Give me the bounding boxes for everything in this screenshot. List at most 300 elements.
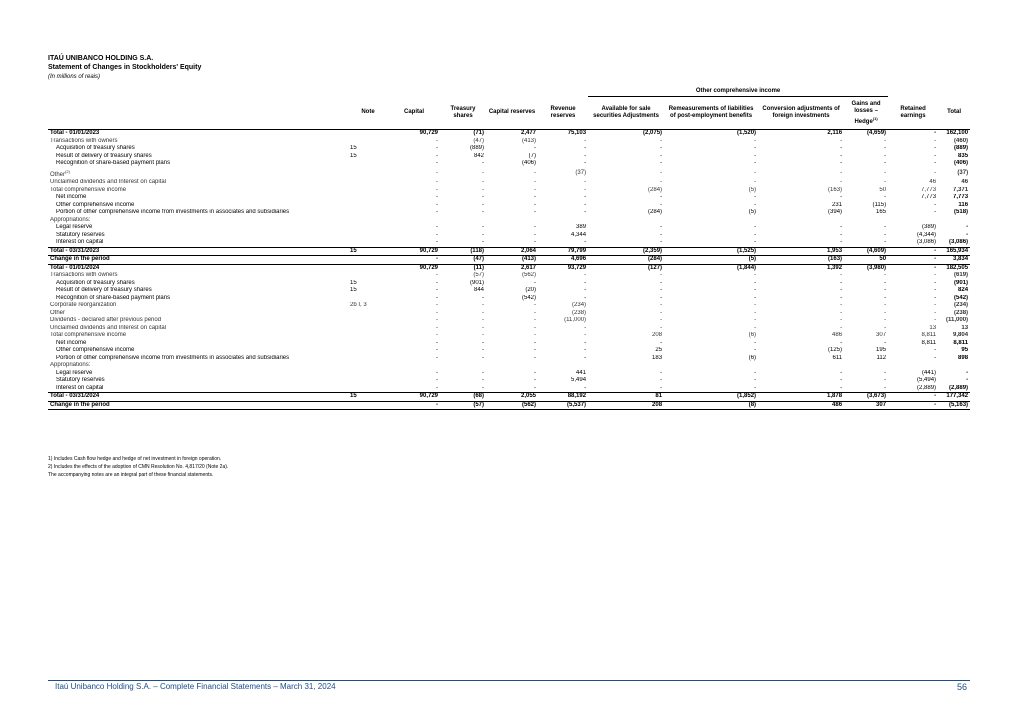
table-row — [48, 160, 970, 168]
cell-value — [888, 362, 938, 370]
cell-value: (115) — [872, 201, 887, 208]
cell-value: - — [436, 160, 438, 166]
cell-value: - — [534, 239, 536, 245]
cell-value: (1,852) — [664, 393, 758, 402]
table-row — [48, 168, 970, 180]
cell-value: (234) — [954, 302, 969, 308]
row-note — [348, 355, 388, 363]
cell-value: - — [934, 279, 937, 286]
cell-value: - — [534, 279, 536, 286]
cell-value: - — [436, 384, 438, 391]
row-description: Total comprehensive income — [50, 332, 127, 338]
column-header: Gains and losses – Hedge$^{(1)}$ — [844, 97, 888, 130]
table-row — [48, 393, 970, 402]
table-row — [48, 256, 970, 265]
table-row — [48, 145, 970, 153]
cell-value: - — [660, 224, 663, 230]
row-note: 2b I, 3 — [350, 302, 367, 308]
row-note — [348, 217, 388, 225]
cell-value: - — [584, 152, 587, 159]
cell-value: (389) — [922, 224, 937, 230]
cell-value — [938, 362, 970, 370]
column-header: Note — [348, 97, 388, 130]
cell-value: - — [534, 201, 536, 208]
cell-value: - — [388, 401, 440, 410]
cell-value: - — [934, 145, 937, 151]
cell-value: (413) — [486, 256, 538, 265]
cell-value: - — [884, 137, 887, 144]
cell-value: 75,103 — [567, 130, 587, 136]
cell-value: - — [584, 384, 587, 391]
cell-value: - — [584, 332, 587, 338]
row-description: Change in the period — [48, 256, 348, 265]
cell-value: - — [584, 179, 587, 185]
cell-value: - — [840, 160, 843, 166]
cell-value: - — [884, 317, 887, 323]
cell-value: - — [436, 339, 438, 346]
cell-value: (238) — [954, 309, 969, 316]
cell-value: - — [754, 324, 757, 331]
cell-value: 93,729 — [567, 264, 587, 271]
table-row — [48, 362, 970, 370]
cell-value: (901) — [954, 279, 969, 286]
cell-value: (406) — [954, 160, 969, 166]
cell-value: (542) — [521, 294, 536, 301]
cell-value: - — [534, 186, 536, 193]
cell-value: 1,953 — [758, 247, 844, 256]
cell-value: - — [660, 160, 663, 166]
cell-value: (6) — [748, 354, 757, 361]
cell-value: - — [436, 279, 438, 286]
table-row — [48, 401, 970, 410]
cell-value: (1,520) — [737, 130, 757, 136]
row-note — [348, 179, 388, 187]
column-header: Retained earnings — [888, 97, 938, 130]
cell-value: 441 — [576, 369, 587, 376]
cell-value: - — [884, 145, 887, 151]
row-description: Recognition of share-based payment plans — [56, 294, 171, 301]
row-note — [348, 168, 388, 180]
cell-value: - — [840, 287, 843, 293]
row-note — [348, 317, 388, 325]
cell-value: - — [482, 224, 484, 230]
row-note — [348, 202, 388, 210]
cell-value: (8) — [664, 401, 758, 410]
cell-value: - — [884, 152, 887, 159]
cell-value: 7,773 — [921, 186, 937, 193]
row-description: Portion of other comprehensive income from investments in associates and subsidiaries — [56, 209, 290, 215]
cell-value: - — [436, 302, 438, 308]
column-header: Revenue reserves — [538, 97, 588, 130]
row-description: Legal reserve — [56, 224, 93, 230]
cell-value: - — [660, 369, 663, 376]
table-row — [48, 224, 970, 232]
cell-value: - — [482, 302, 484, 308]
cell-value: - — [660, 231, 663, 238]
row-description: Total - 03/31/2024 — [48, 393, 348, 402]
cell-value: - — [482, 324, 484, 331]
cell-value: 842 — [473, 152, 484, 159]
cell-value: - — [660, 279, 663, 286]
cell-value: - — [584, 294, 587, 301]
cell-value: - — [754, 294, 757, 301]
cell-value: - — [482, 384, 484, 391]
cell-value: 90,729 — [419, 264, 438, 271]
cell-value: (37) — [575, 169, 587, 176]
cell-value: - — [660, 302, 663, 308]
table-row — [48, 130, 970, 138]
row-note — [348, 232, 388, 240]
cell-value: - — [840, 309, 843, 316]
cell-value: 46 — [929, 179, 937, 185]
row-note: 15 — [350, 279, 357, 286]
cell-value: - — [660, 239, 663, 245]
cell-value: - — [436, 272, 438, 278]
cell-value: - — [884, 169, 887, 176]
cell-value: - — [436, 231, 438, 238]
cell-value: 2,055 — [486, 393, 538, 402]
cell-value: (2,889) — [917, 384, 937, 391]
cell-value: - — [754, 152, 757, 159]
cell-value: (562) — [521, 272, 536, 278]
cell-value: - — [888, 256, 938, 265]
cell-value: - — [754, 317, 757, 323]
cell-value: - — [754, 302, 757, 308]
company-name: ITAÚ UNIBANCO HOLDING S.A. — [48, 55, 154, 62]
cell-value: 389 — [576, 224, 587, 230]
cell-value — [538, 362, 588, 370]
footer-rule — [48, 680, 970, 681]
cell-value: 116 — [958, 201, 969, 208]
cell-value: - — [482, 347, 484, 353]
cell-value: - — [934, 201, 937, 208]
cell-value: (394) — [828, 209, 843, 215]
cell-value: - — [584, 194, 587, 200]
cell-value: - — [534, 354, 536, 361]
cell-value: (2,075) — [643, 130, 663, 136]
row-description: Interest on capital — [56, 384, 104, 391]
cell-value: 13 — [961, 324, 969, 331]
cell-value: (163) — [828, 186, 843, 193]
table-row — [48, 209, 970, 217]
cell-value: 1,392 — [827, 264, 843, 271]
cell-value: - — [884, 194, 887, 200]
cell-value: - — [884, 279, 887, 286]
cell-value: 208 — [652, 332, 663, 338]
cell-value: - — [660, 324, 663, 331]
table-row — [48, 138, 970, 146]
cell-value: - — [436, 369, 438, 376]
row-note — [348, 209, 388, 217]
cell-value: - — [888, 393, 938, 402]
row-note — [348, 310, 388, 318]
cell-value: - — [840, 377, 843, 383]
cell-value: (11,000) — [564, 317, 587, 323]
cell-value: 8,811 — [921, 339, 937, 346]
cell-value: (47) — [440, 256, 486, 265]
cell-value: - — [754, 160, 757, 166]
cell-value: - — [436, 324, 438, 331]
cell-value: (406) — [521, 160, 536, 166]
row-description: Transactions with owners — [50, 137, 118, 144]
cell-value: (4,659) — [867, 130, 887, 136]
cell-value: 486 — [832, 332, 843, 338]
cell-value: 835 — [958, 152, 969, 159]
cell-value: 46 — [961, 179, 969, 185]
column-header: Available for sale securities Adjustments — [588, 97, 664, 130]
row-description: Other — [50, 309, 66, 316]
cell-value: (20) — [525, 287, 536, 293]
cell-value: - — [436, 152, 438, 159]
cell-value: - — [884, 272, 887, 278]
cell-value: 7,773 — [953, 194, 969, 200]
cell-value: - — [934, 309, 937, 316]
cell-value: 81 — [588, 393, 664, 402]
cell-value: 88,192 — [538, 393, 588, 402]
cell-value — [938, 217, 970, 225]
row-note — [348, 256, 388, 265]
cell-value: - — [660, 294, 663, 301]
cell-value — [588, 362, 664, 370]
cell-value: - — [436, 239, 438, 245]
cell-value — [440, 217, 486, 225]
cell-value: - — [660, 194, 663, 200]
cell-value: - — [660, 272, 663, 278]
column-header: Remeasurements of liabilities of post-employment benefits — [664, 97, 758, 130]
cell-value — [486, 362, 538, 370]
cell-value — [538, 217, 588, 225]
cell-value: - — [436, 186, 438, 193]
description-column-header — [48, 97, 348, 130]
cell-value: 25 — [655, 347, 663, 353]
cell-value: - — [884, 239, 887, 245]
cell-value: 844 — [473, 287, 484, 293]
cell-value: - — [534, 384, 536, 391]
table-row — [48, 202, 970, 210]
cell-value: - — [754, 279, 757, 286]
row-description: Statutory reserves — [56, 377, 105, 383]
cell-value: - — [754, 201, 757, 208]
cell-value: 3,834 — [938, 256, 970, 265]
row-description: Total - 01/01/2024 — [50, 264, 100, 271]
footnote-1: 1) Includes Cash flow hedge and hedge of net investment in foreign operation. — [48, 456, 222, 462]
row-description: Unclaimed dividends and Interest on capital — [50, 324, 167, 331]
cell-value: - — [584, 339, 587, 346]
footnotes — [48, 455, 228, 471]
cell-value: (163) — [758, 256, 844, 265]
row-description: Appropriations: — [50, 216, 91, 223]
cell-value: 2,617 — [520, 264, 536, 271]
table-row — [48, 340, 970, 348]
cell-value: - — [482, 294, 484, 301]
cell-value: (118) — [440, 247, 486, 256]
cell-value: (5) — [664, 256, 758, 265]
table-row — [48, 332, 970, 340]
cell-value: - — [534, 332, 536, 338]
cell-value: - — [534, 377, 536, 383]
cell-value: - — [840, 179, 843, 185]
cell-value: (3,086) — [917, 239, 937, 245]
cell-value: - — [660, 137, 663, 144]
cell-value: - — [436, 294, 438, 301]
cell-value: (284) — [648, 209, 663, 215]
cell-value: 8,811 — [953, 339, 969, 346]
cell-value: - — [584, 239, 587, 245]
cell-value: - — [534, 309, 536, 316]
cell-value: - — [660, 377, 663, 383]
row-description: Net income — [56, 339, 87, 346]
cell-value: 90,729 — [419, 130, 438, 136]
cell-value: 208 — [588, 401, 664, 410]
cell-value: - — [584, 287, 587, 293]
cell-value: - — [436, 194, 438, 200]
cell-value: - — [660, 339, 663, 346]
cell-value: - — [754, 377, 757, 383]
cell-value: - — [754, 179, 757, 185]
cell-value: - — [934, 130, 937, 136]
cell-value: - — [888, 247, 938, 256]
cell-value: 162,100 — [946, 130, 969, 136]
row-note — [348, 130, 388, 138]
row-description: Portion of other comprehensive income from investments in associates and subsidiaries — [56, 354, 290, 361]
cell-value: - — [436, 224, 438, 230]
cell-value: - — [584, 160, 587, 166]
cell-value: (460) — [954, 137, 969, 144]
cell-value: 307 — [844, 401, 888, 410]
cell-value: 50 — [879, 186, 887, 193]
cell-value: - — [840, 272, 843, 278]
cell-value: - — [934, 287, 937, 293]
cell-value: (71) — [473, 130, 484, 136]
cell-value: - — [482, 186, 484, 193]
table-row — [48, 187, 970, 195]
row-description: Dividends - declared after previous period — [50, 317, 162, 323]
row-note — [348, 224, 388, 232]
cell-value: 95 — [961, 347, 969, 353]
table-row — [48, 377, 970, 385]
row-note — [348, 370, 388, 378]
cell-value: - — [884, 377, 887, 383]
cell-value: - — [436, 145, 438, 151]
row-note — [348, 377, 388, 385]
row-description: Acquisition of treasury shares — [56, 279, 135, 286]
cell-value: (4,344) — [917, 231, 937, 238]
cell-value: 9,804 — [953, 332, 969, 338]
cell-value: - — [840, 279, 843, 286]
cell-value: - — [534, 231, 536, 238]
cell-value: - — [840, 317, 843, 323]
row-description: Result of delivery of treasury shares — [56, 152, 152, 159]
row-note — [348, 187, 388, 195]
cell-value: (4,609) — [844, 247, 888, 256]
table-row — [48, 325, 970, 333]
cell-value: - — [840, 224, 843, 230]
row-description: Result of delivery of treasury shares — [56, 287, 152, 293]
cell-value: - — [754, 347, 757, 353]
cell-value: - — [884, 179, 887, 185]
cell-value — [888, 217, 938, 225]
row-note — [348, 272, 388, 280]
cell-value: - — [482, 239, 484, 245]
row-note — [348, 325, 388, 333]
table-row — [48, 264, 970, 272]
cell-value: (413) — [521, 137, 536, 144]
cell-value — [388, 362, 440, 370]
row-description: Other comprehensive income — [56, 201, 135, 208]
row-description: Other$^{(2)}$ — [50, 168, 70, 178]
row-description: Acquisition of treasury shares — [56, 145, 135, 151]
cell-value: 90,729 — [388, 393, 440, 402]
cell-value: (7) — [528, 152, 536, 159]
cell-value: - — [482, 201, 484, 208]
cell-value: 90,729 — [388, 247, 440, 256]
cell-value: 13 — [929, 324, 937, 331]
cell-value: 611 — [832, 354, 843, 361]
cell-value: - — [754, 287, 757, 293]
cell-value: (57) — [440, 401, 486, 410]
cell-value: - — [482, 169, 484, 176]
cell-value: 177,342 — [938, 393, 970, 402]
cell-value: - — [660, 179, 663, 185]
cell-value: - — [840, 194, 843, 200]
cell-value — [664, 362, 758, 370]
cell-value: 2,064 — [486, 247, 538, 256]
cell-value: - — [660, 287, 663, 293]
row-description: Total - 01/01/2023 — [50, 130, 100, 136]
cell-value: - — [754, 272, 757, 278]
cell-value: - — [966, 369, 969, 376]
cell-value — [588, 217, 664, 225]
row-description: Interest on capital — [56, 239, 104, 245]
row-note — [348, 295, 388, 303]
cell-value: - — [884, 160, 887, 166]
cell-value: - — [534, 347, 536, 353]
cell-value: (11,000) — [946, 317, 969, 323]
row-note — [348, 362, 388, 370]
cell-value: - — [482, 332, 484, 338]
table-row — [48, 385, 970, 393]
cell-value: (234) — [572, 302, 587, 308]
row-description: Statutory reserves — [56, 231, 105, 238]
column-header: Conversion adjustments of foreign investments — [758, 97, 844, 130]
cell-value: 2,477 — [520, 130, 536, 136]
cell-value: - — [584, 324, 587, 331]
table-row — [48, 153, 970, 161]
hedge-footnote-ref: (1) — [872, 115, 878, 121]
cell-value: - — [934, 294, 937, 301]
statement-note: The accompanying notes are an integral part of these financial statements. — [48, 472, 214, 478]
cell-value: - — [840, 169, 843, 176]
cell-value: - — [534, 339, 536, 346]
row-description: Change in the period — [48, 401, 348, 410]
cell-value: (889) — [469, 145, 484, 151]
cell-value: (11) — [473, 264, 484, 271]
cell-value: - — [436, 377, 438, 383]
cell-value: (5,537) — [538, 401, 588, 410]
cell-value: 195 — [876, 347, 887, 353]
cell-value: - — [660, 201, 663, 208]
cell-value: - — [754, 369, 757, 376]
cell-value: - — [934, 160, 937, 166]
table-row — [48, 239, 970, 247]
cell-value: - — [966, 224, 969, 230]
cell-value: - — [840, 369, 843, 376]
cell-value: - — [934, 264, 937, 271]
cell-value — [388, 217, 440, 225]
row-description: Corporate reorganization — [50, 302, 117, 308]
cell-value: - — [660, 169, 663, 176]
cell-value: 307 — [876, 332, 887, 338]
